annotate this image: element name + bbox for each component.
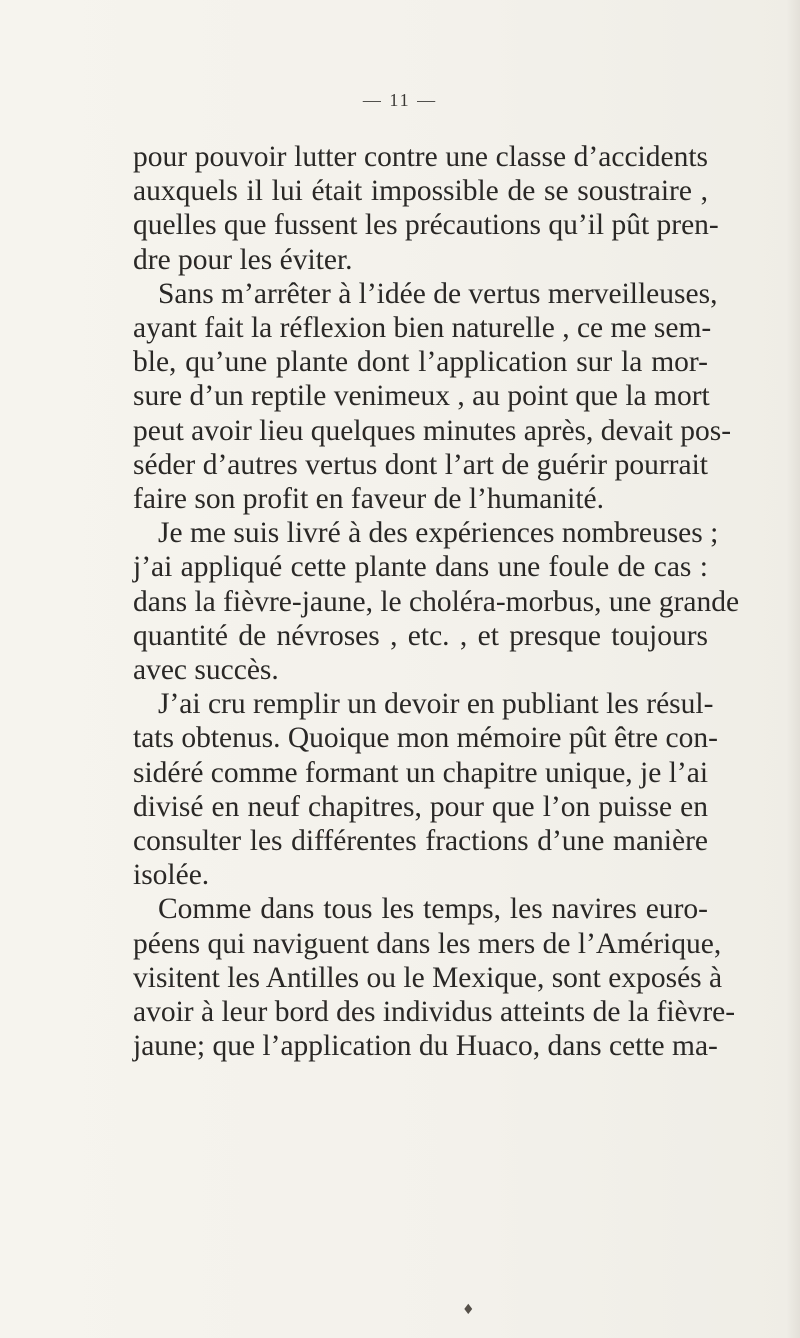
page-edge-shadow [786, 0, 800, 1338]
text-line: j’ai appliqué cette plante dans une foule de cas : [133, 551, 708, 584]
text-line: ble, qu’une plante dont l’application sur la mor- [133, 346, 708, 379]
text-line: Je me suis livré à des expériences nombreuses ; [158, 517, 719, 550]
text-line: Comme dans tous les temps, les navires euro- [158, 893, 708, 926]
text-line: isolée. [133, 859, 210, 892]
text-line: avec succès. [133, 654, 279, 687]
text-line: J’ai cru remplir un devoir en publiant les résul- [158, 688, 714, 721]
text-line: peut avoir lieu quelques minutes après, devait pos- [133, 414, 732, 447]
text-line: quelles que fussent les précautions qu’il pût pren- [133, 209, 719, 242]
text-line: auxquels il lui était impossible de se soustraire , [133, 175, 708, 208]
text-line: séder d’autres vertus dont l’art de guérir pourrait [133, 448, 708, 481]
text-line: avoir à leur bord des individus atteints de la fièvre- [133, 996, 736, 1029]
text-line: péens qui naviguent dans les mers de l’Amérique, [133, 927, 722, 960]
text-line: jaune; que l’application du Huaco, dans cette ma- [133, 1030, 718, 1063]
text-line: sure d’un reptile venimeux , au point que la mort [133, 380, 710, 413]
text-line: Sans m’arrêter à l’idée de vertus merveilleuses, [158, 277, 718, 310]
printer-mark: ♦ [462, 1302, 475, 1318]
text-line: sidéré comme formant un chapitre unique, je l’ai [133, 756, 709, 789]
page-number: — 11 — [362, 90, 438, 110]
text-line: ayant fait la réflexion bien naturelle , ce me sem- [133, 312, 712, 345]
text-line: consulter les différentes fractions d’une manière [133, 825, 708, 858]
text-line: pour pouvoir lutter contre une classe d’accidents [133, 141, 708, 173]
text-line: dans la fièvre-jaune, le choléra-morbus, une grande [133, 585, 740, 618]
body-text [133, 140, 740, 1063]
text-line: dre pour les éviter. [133, 243, 353, 276]
text-line: tats obtenus. Quoique mon mémoire pût être con- [133, 722, 718, 755]
text-line: visitent les Antilles ou le Mexique, sont exposés à [133, 961, 723, 994]
text-line: faire son profit en faveur de l’humanité. [133, 483, 604, 516]
text-line: divisé en neuf chapitres, pour que l’on puisse en [133, 790, 708, 823]
text-line: quantité de névroses , etc. , et presque toujours [133, 619, 708, 652]
